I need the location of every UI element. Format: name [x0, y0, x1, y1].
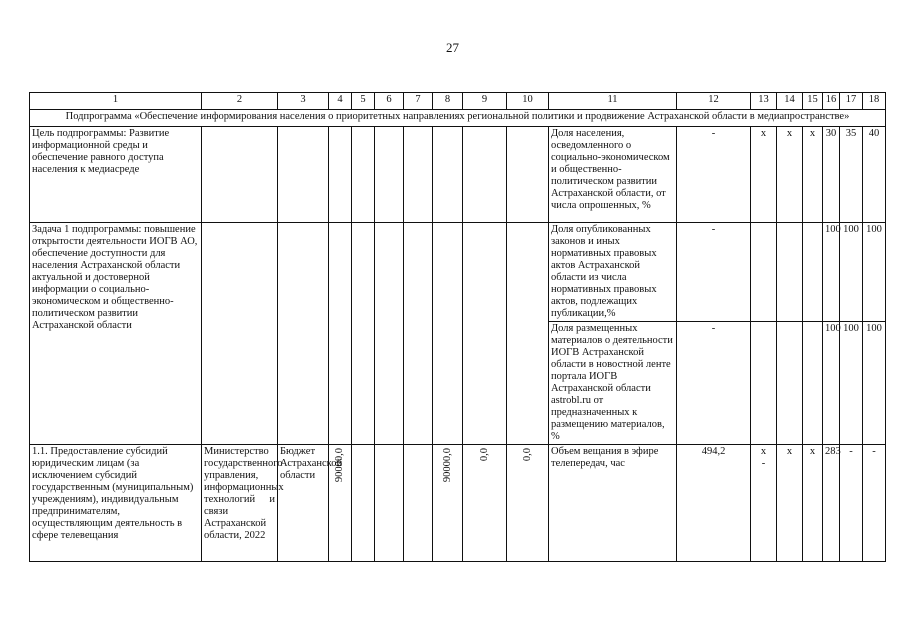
empty-cell [278, 223, 329, 445]
empty-cell [278, 127, 329, 223]
value-cell: 100 [863, 223, 886, 322]
value-cell: х [803, 127, 823, 223]
empty-cell [751, 322, 777, 445]
empty-cell [202, 223, 278, 445]
empty-cell [375, 127, 404, 223]
empty-cell [433, 127, 463, 223]
amount-value: 90000,0 [441, 448, 453, 483]
value-cell: 35 [840, 127, 863, 223]
col-number: 7 [404, 93, 433, 110]
value-cell: 100 [823, 322, 840, 445]
col-number: 3 [278, 93, 329, 110]
indicator-text: Доля населения, осведомленного о социально-экономическом и общественно- политическом развитии Астраханской области, от числа опрошенных, % [549, 127, 677, 223]
empty-cell [404, 127, 433, 223]
value-cell: - [840, 445, 863, 562]
value-cell [751, 445, 777, 562]
value-cell: 40 [863, 127, 886, 223]
value-cell: 100 [840, 223, 863, 322]
event-text: 1.1. Предоставление субсидий юридическим лицам (за исключением субсидий государственным (муниципальным) учреждениям), индивидуальным предпринимателям, осуществляющим деятельность в сфере телевещания [30, 445, 202, 562]
value-mark: х [760, 446, 767, 457]
funding-source: Бюджет Астраханской области [278, 445, 329, 562]
column-number-row [30, 93, 886, 110]
empty-cell [777, 322, 803, 445]
amount-value: 0,0 [478, 448, 490, 462]
amount-value: 0,0 [521, 448, 533, 462]
value-cell: - [863, 445, 886, 562]
indicator-text: Доля размещенных материалов о деятельности ИОГВ Астраханской области в новостной ленте портала ИОГВ Астраханской области astrobl.ru от предназначенных к размещению материалов, % [549, 322, 677, 445]
col-number: 5 [352, 93, 375, 110]
empty-cell [352, 127, 375, 223]
empty-cell [463, 223, 507, 445]
subprogram-title: Подпрограмма «Обеспечение информирования населения о приоритетных направлениях региональной политики и продвижение Астраханской области в медиапространстве» [30, 110, 886, 127]
col-number: 18 [863, 93, 886, 110]
empty-cell [433, 223, 463, 445]
value-cell: 100 [840, 322, 863, 445]
value-cell: х [751, 127, 777, 223]
col-number: 8 [433, 93, 463, 110]
value-cell: х [777, 445, 803, 562]
goal-row [30, 127, 886, 223]
empty-cell [375, 445, 404, 562]
col-number: 9 [463, 93, 507, 110]
empty-cell [463, 127, 507, 223]
base-value: 494,2 [677, 445, 751, 562]
indicator-text: Доля опубликованных законов и иных нормативных правовых актов Астраханской области из числа нормативных правовых актов, подлежащих публикации,% [549, 223, 677, 322]
page-number: 27 [446, 40, 459, 55]
value-mark: - [761, 458, 766, 469]
value-cell: 100 [823, 223, 840, 322]
indicator-text: Объем вещания в эфире телепередач, час [549, 445, 677, 562]
empty-cell [202, 127, 278, 223]
value-cell: х [777, 127, 803, 223]
value-cell: х [803, 445, 823, 562]
base-value: - [677, 322, 751, 445]
executor-text: Министерство государственного управления, информационных технологий и связи Астраханской области, 2022 [202, 445, 278, 562]
empty-cell [329, 127, 352, 223]
value-cell: 283 [823, 445, 840, 562]
col-number: 15 [803, 93, 823, 110]
empty-cell [751, 223, 777, 322]
col-number: 4 [329, 93, 352, 110]
amount-value: 90000,0 [334, 448, 345, 483]
empty-cell [803, 223, 823, 322]
col-number: 1 [30, 93, 202, 110]
base-value: - [677, 223, 751, 322]
event-row [30, 445, 886, 562]
empty-cell [375, 223, 404, 445]
empty-cell [803, 322, 823, 445]
col-number: 12 [677, 93, 751, 110]
base-value: - [677, 127, 751, 223]
task-text: Задача 1 подпрограммы: повышение открытости деятельности ИОГВ АО, обеспечение доступности для населения Астраханской области актуальной и достоверной информации о социально-экономическом и общественно-политическом развитии Астраханской области [30, 223, 202, 445]
col-number: 11 [549, 93, 677, 110]
amount-cell [463, 445, 507, 562]
goal-text: Цель подпрограммы: Развитие информационной среды и обеспечение равного доступа населения к медиасреде [30, 127, 202, 223]
value-cell: 30 [823, 127, 840, 223]
empty-cell [352, 445, 375, 562]
program-table [29, 92, 886, 562]
col-number: 16 [823, 93, 840, 110]
empty-cell [329, 223, 352, 445]
col-number: 6 [375, 93, 404, 110]
task-row [30, 223, 886, 322]
col-number: 10 [507, 93, 549, 110]
col-number: 13 [751, 93, 777, 110]
col-number: 14 [777, 93, 803, 110]
empty-cell [507, 223, 549, 445]
empty-cell [404, 223, 433, 445]
value-cell: 100 [863, 322, 886, 445]
empty-cell [777, 223, 803, 322]
amount-cell [507, 445, 549, 562]
subprogram-row [30, 110, 886, 127]
empty-cell [352, 223, 375, 445]
col-number: 17 [840, 93, 863, 110]
empty-cell [404, 445, 433, 562]
empty-cell [507, 127, 549, 223]
amount-cell [433, 445, 463, 562]
col-number: 2 [202, 93, 278, 110]
